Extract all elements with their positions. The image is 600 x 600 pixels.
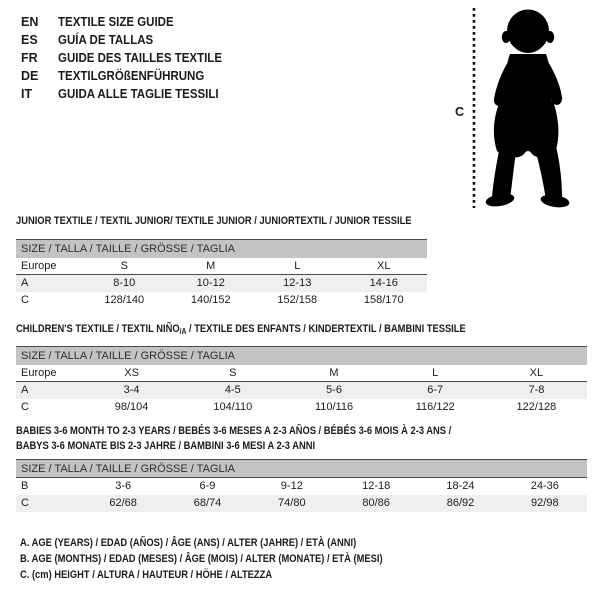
table-row (16, 382, 587, 399)
language-code: ES (21, 33, 38, 47)
cell: 74/80 (278, 497, 306, 509)
row-label: B (21, 480, 29, 492)
language-code: IT (21, 87, 33, 101)
table-row (16, 365, 587, 382)
language-title: GUIDA ALLE TAGLIE TESSILI (58, 87, 219, 101)
legend-notes (20, 535, 447, 583)
cell: 62/68 (109, 497, 137, 509)
note-c: C. (cm) HEIGHT / ALTURA / HAUTEUR / HÖHE / ALTEZZA (20, 569, 273, 581)
language-code: DE (21, 69, 39, 83)
cell: 110/116 (314, 401, 354, 413)
table-row (16, 258, 427, 275)
cell: 18-24 (446, 480, 475, 492)
size-header-bar: SIZE / TALLA / TAILLE / GRÖSSE / TAGLIA (16, 460, 587, 478)
height-dashed-line-icon (471, 8, 477, 208)
cell: 4-5 (224, 384, 241, 396)
row-label: C (21, 401, 29, 413)
babies-table-title: BABIES 3-6 MONTH TO 2-3 YEARS / BEBÉS 3-6 MESES A 2-3 AÑOS / BÉBÉS 3-6 MOIS À 2-3 ANS / BABYS 3-6 MONATE BIS 2-3 JAHRE / BAMBINI 3-6 MESI A 2-3 ANNI (16, 425, 452, 452)
size-header-bar: SIZE / TALLA / TAILLE / GRÖSSE / TAGLIA (16, 347, 587, 365)
children-size-table (16, 346, 587, 416)
note-b: B. AGE (MONTHS) / EDAD (MESES) / ÂGE (MOIS) / ALTER (MONATE) / ETÀ (MESI) (20, 553, 383, 565)
cell: 152/158 (277, 294, 318, 306)
language-title: TEXTILGRÖßENFÜHRUNG (58, 69, 205, 83)
cell: XL (377, 260, 391, 272)
row-label: A (21, 277, 29, 289)
table-row (16, 478, 587, 495)
cell: 122/128 (516, 401, 557, 413)
cell: 6-7 (427, 384, 444, 396)
cell: L (294, 260, 301, 272)
cell: 3-6 (115, 480, 132, 492)
language-list (21, 13, 236, 103)
language-title: GUÍA DE TALLAS (58, 33, 154, 47)
language-row (21, 31, 236, 49)
cell: 140/152 (190, 294, 231, 306)
language-row (21, 85, 236, 103)
row-label: C (21, 294, 29, 306)
cell: 104/110 (213, 401, 253, 413)
cell: 6-9 (199, 480, 216, 492)
language-row (21, 49, 236, 67)
table-row (16, 399, 587, 416)
row-label: Europe (21, 260, 57, 272)
language-title: TEXTILE SIZE GUIDE (58, 15, 174, 29)
cell: 12-18 (362, 480, 391, 492)
cell: 68/74 (193, 497, 222, 509)
cell: 92/98 (531, 497, 559, 509)
junior-table-title: JUNIOR TEXTILE / TEXTIL JUNIOR/ TEXTILE JUNIOR / JUNIORTEXTIL / JUNIOR TESSILE (16, 215, 412, 227)
language-row (21, 13, 236, 31)
babies-size-table (16, 459, 587, 512)
cell: 86/92 (446, 497, 475, 509)
row-label: Europe (21, 367, 57, 379)
note-a: A. AGE (YEARS) / EDAD (AÑOS) / ÂGE (ANS) / ALTER (JAHRE) / ETÀ (ANNI) (20, 537, 357, 549)
cell: M (329, 367, 339, 379)
cell: 5-6 (326, 384, 342, 396)
cell: L (432, 367, 439, 379)
table-row (16, 292, 427, 309)
table-row (16, 495, 587, 512)
height-measure-label: C (455, 105, 465, 119)
cell: 9-12 (280, 480, 303, 492)
toddler-silhouette-icon (480, 8, 594, 208)
cell: 3-4 (123, 384, 140, 396)
language-code: FR (21, 51, 38, 65)
cell: 98/104 (114, 401, 149, 413)
language-code: EN (21, 15, 39, 29)
cell: 80/86 (362, 497, 390, 509)
cell: 158/170 (363, 294, 404, 306)
cell: 12-13 (283, 277, 312, 289)
junior-size-table (16, 239, 427, 309)
language-row (21, 67, 236, 85)
cell: XS (124, 367, 139, 379)
cell: 24-36 (530, 480, 559, 492)
row-label: A (21, 384, 29, 396)
cell: S (229, 367, 237, 379)
cell: 8-10 (113, 277, 136, 289)
children-table-title: CHILDREN'S TEXTILE / TEXTIL $NIÑO_{/A}$ / TEXTILE DES ENFANTS / KINDERTEXTIL / BAMBINI TESSILE (16, 323, 466, 336)
language-title: GUIDE DES TAILLES TEXTILE (58, 51, 223, 65)
row-label: C (21, 497, 29, 509)
cell: 7-8 (528, 384, 545, 396)
cell: XL (529, 367, 544, 379)
cell: 128/140 (104, 294, 145, 306)
cell: M (206, 260, 216, 272)
table-row (16, 275, 427, 292)
cell: 14-16 (369, 277, 398, 289)
size-header-bar: SIZE / TALLA / TAILLE / GRÖSSE / TAGLIA (16, 240, 427, 258)
cell: S (120, 260, 128, 272)
cell: 10-12 (196, 277, 225, 289)
cell: 116/122 (415, 401, 455, 413)
